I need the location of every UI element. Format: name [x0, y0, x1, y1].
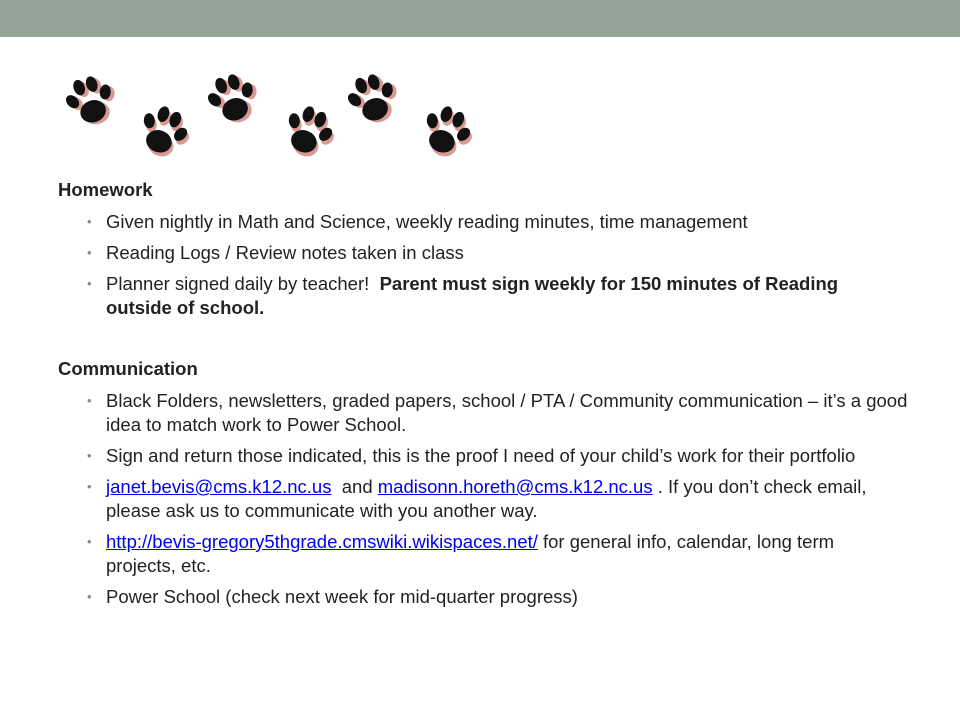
paw-prints-decoration — [0, 0, 960, 170]
homework-heading: Homework — [58, 179, 153, 200]
email-link-janet[interactable]: janet.bevis@cms.k12.nc.us — [106, 476, 332, 497]
homework-list — [58, 210, 908, 320]
list-item — [58, 272, 908, 320]
and-text: and — [341, 476, 373, 497]
email-note: . If you don’t check email, please ask us to communicate with you another way. — [106, 476, 867, 521]
list-item: • Power School (check next week for mid-quarter progress) — [58, 585, 908, 609]
planner-text: Planner signed daily by teacher! — [106, 273, 370, 294]
communication-heading: Communication — [58, 358, 198, 379]
list-item: • Sign and return those indicated, this is the proof I need of your child’s work for their portfolio — [58, 444, 908, 468]
wiki-note: for general info, calendar, long term projects, etc. — [106, 531, 835, 576]
email-link-madisonn[interactable]: madisonn.horeth@cms.k12.nc.us — [377, 476, 653, 497]
paw-print-icon — [420, 98, 472, 162]
paw-print-icon — [282, 98, 334, 162]
paw-print-icon — [205, 66, 257, 130]
list-item: • Black Folders, newsletters, graded papers, school / PTA / Community communication – it’s a good idea to match work to Power School. — [58, 389, 908, 437]
list-item: • Reading Logs / Review notes taken in class — [58, 241, 908, 265]
paw-print-icon — [63, 68, 115, 132]
planner-bold-note: Parent must sign weekly for 150 minutes of Reading outside of school. — [106, 273, 839, 318]
communication-list — [58, 389, 908, 609]
slide-body — [58, 172, 908, 616]
list-item — [58, 475, 908, 523]
wiki-link[interactable]: http://bevis-gregory5thgrade.cmswiki.wikispaces.net/ — [106, 531, 538, 552]
paw-print-icon — [137, 98, 189, 162]
paw-print-icon — [345, 66, 397, 130]
list-item: • Given nightly in Math and Science, weekly reading minutes, time management — [58, 210, 908, 234]
list-item — [58, 530, 908, 578]
